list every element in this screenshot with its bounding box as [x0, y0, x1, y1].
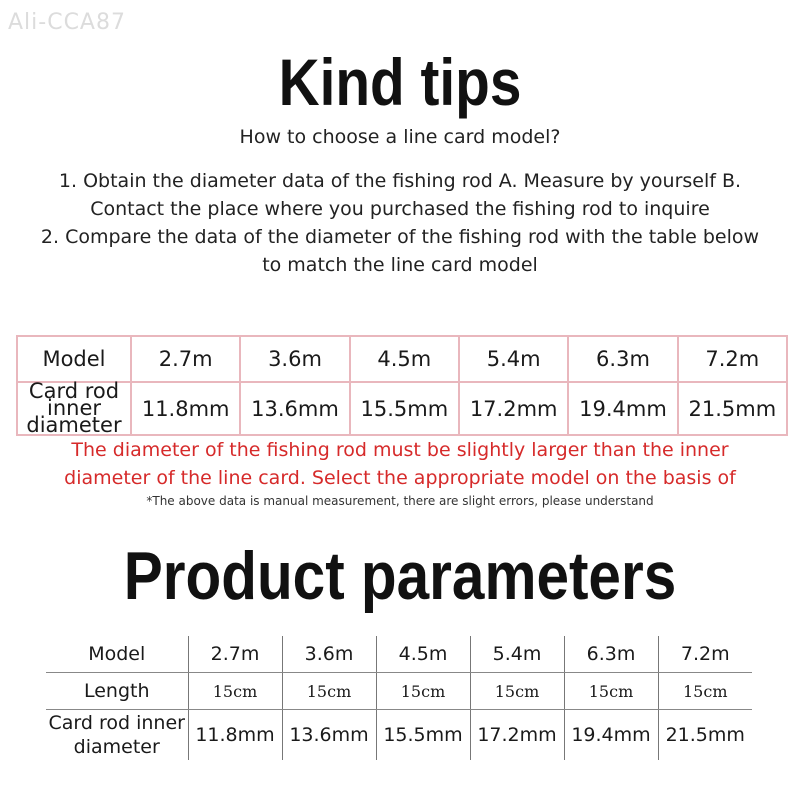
- row-header-diameter-line1: Card rod inner: [48, 712, 185, 734]
- diameter-cell: 13.6mm: [282, 710, 376, 761]
- length-cell: 15cm: [564, 673, 658, 710]
- table-row: [17, 382, 787, 435]
- row-header-model: Model: [17, 336, 131, 382]
- model-diameter-table: [16, 335, 788, 436]
- model-cell: 3.6m: [240, 336, 349, 382]
- length-cell: 15cm: [470, 673, 564, 710]
- row-header-model: Model: [46, 636, 188, 673]
- diameter-cell: 17.2mm: [459, 382, 568, 435]
- row-header-diameter: [17, 379, 131, 437]
- product-parameters-table: [46, 636, 752, 760]
- footnote: *The above data is manual measurement, there are slight errors, please understand: [146, 494, 654, 508]
- warning-line: The diameter of the fishing rod must be slightly larger than the inner: [71, 439, 729, 461]
- model-cell: 5.4m: [470, 636, 564, 673]
- warning-line: diameter of the line card. Select the appropriate model on the basis of: [64, 467, 736, 489]
- diameter-cell: 11.8mm: [188, 710, 282, 761]
- row-header-diameter-line2: diameter: [73, 736, 160, 758]
- model-cell: 3.6m: [282, 636, 376, 673]
- diameter-cell: 15.5mm: [350, 382, 459, 435]
- model-cell: 6.3m: [564, 636, 658, 673]
- length-cell: 15cm: [188, 673, 282, 710]
- diameter-cell: 19.4mm: [564, 710, 658, 761]
- table-row: [46, 673, 752, 710]
- model-cell: 4.5m: [350, 336, 459, 382]
- model-cell: 7.2m: [658, 636, 752, 673]
- section-title: Product parameters: [123, 538, 677, 614]
- row-header-diameter: [46, 710, 188, 761]
- model-cell: 2.7m: [188, 636, 282, 673]
- table-row: [17, 336, 787, 382]
- table-row: [46, 710, 752, 761]
- page-title: Kind tips: [278, 45, 522, 119]
- instruction-line: 1. Obtain the diameter data of the fishing rod A. Measure by yourself B.: [58, 170, 742, 192]
- diameter-cell: 11.8mm: [131, 382, 240, 435]
- diameter-cell: 17.2mm: [470, 710, 564, 761]
- instructions: [30, 167, 770, 279]
- instruction-line: to match the line card model: [262, 254, 538, 276]
- model-cell: 2.7m: [131, 336, 240, 382]
- model-cell: 5.4m: [459, 336, 568, 382]
- model-cell: 6.3m: [568, 336, 677, 382]
- subtitle: How to choose a line card model?: [239, 126, 561, 148]
- model-cell: 4.5m: [376, 636, 470, 673]
- length-cell: 15cm: [658, 673, 752, 710]
- instruction-line: Contact the place where you purchased the fishing rod to inquire: [90, 198, 710, 220]
- model-cell: 7.2m: [678, 336, 787, 382]
- warning-notice: [20, 436, 780, 492]
- row-header-diameter-line2: diameter: [26, 413, 122, 437]
- watermark: Ali-CCA87: [8, 10, 126, 35]
- diameter-cell: 15.5mm: [376, 710, 470, 761]
- diameter-cell: 19.4mm: [568, 382, 677, 435]
- diameter-cell: 21.5mm: [658, 710, 752, 761]
- diameter-cell: 21.5mm: [678, 382, 787, 435]
- table-row: [46, 636, 752, 673]
- row-header-length: Length: [46, 673, 188, 710]
- length-cell: 15cm: [282, 673, 376, 710]
- length-cell: 15cm: [376, 673, 470, 710]
- instruction-line: 2. Compare the data of the diameter of the fishing rod with the table below: [40, 226, 760, 248]
- row-header-diameter-line1: Card rod inner: [28, 379, 120, 420]
- diameter-cell: 13.6mm: [240, 382, 349, 435]
